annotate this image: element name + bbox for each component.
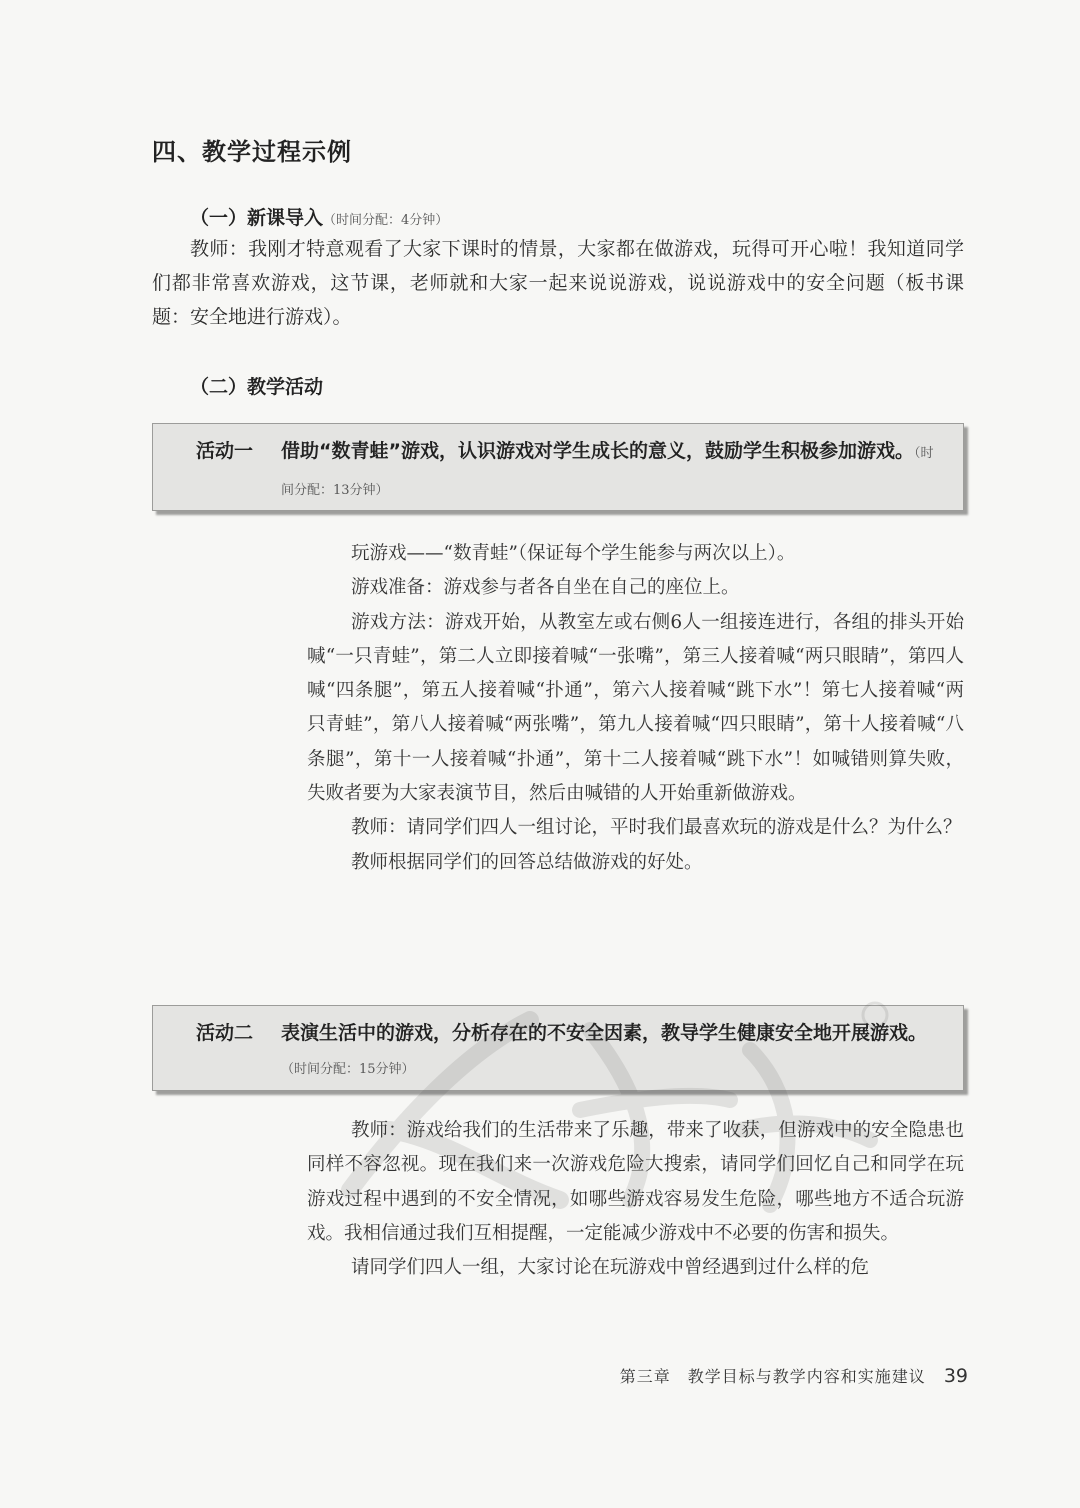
activity1-time-note: （时间分配：13分钟） [281, 446, 934, 498]
part1-body: 教师：我刚才特意观看了大家下课时的情景，大家都在做游戏，玩得可开心啦！我知道同学们都非常喜欢游戏，这节课，老师就和大家一起来说说游戏，说说游戏中的安全问题（板书课题：安全地进行游戏）。 [152, 238, 964, 328]
part1-heading-text: （一）新课导入 [190, 207, 324, 229]
activity1-paragraph: 游戏方法：游戏开始，从教室左或右侧6人一组接连进行，各组的排头开始喊“一只青蛙”，第二人立即接着喊“一张嘴”，第三人接着喊“两只眼睛”，第四人喊“四条腿”，第五人接着喊“扑通”，第六人接着喊“跳下水”！第七人接着喊“两只青蛙”，第八人接着喊“两张嘴”，第九人接着喊“四只眼睛”，第十人接着喊“八条腿”，第十一人接着喊“扑通”，第十二人接着喊“跳下水”！如喊错则算失败，失败者要为大家表演节目，然后由喊错的人开始重新做游戏。 [307, 611, 964, 805]
activity2-box [152, 1005, 964, 1091]
activity2-paragraph: 教师：游戏给我们的生活带来了乐趣，带来了收获，但游戏中的安全隐患也同样不容忽视。现在我们来一次游戏危险大搜索，请同学们回忆自己和同学在玩游戏过程中遇到的不安全情况，如哪些游戏容易发生危险，哪些地方不适合玩游戏。我相信通过我们互相提醒，一定能减少游戏中不必要的伤害和损失。 [307, 1120, 964, 1244]
activity1-paragraph: 游戏准备：游戏参与者各自坐在自己的座位上。 [351, 577, 740, 599]
activity2-title [281, 1016, 945, 1087]
activity2-paragraph: 请同学们四人一组，大家讨论在玩游戏中曾经遇到过什么样的危 [351, 1257, 870, 1279]
activity1-paragraph: 玩游戏——“数青蛙”（保证每个学生能参与两次以上）。 [351, 543, 796, 564]
activity2-content [307, 1114, 964, 1285]
activity1-title [281, 434, 945, 508]
footer-chapter: 第三章 教学目标与教学内容和实施建议 [619, 1367, 926, 1386]
part2-heading: （二）教学活动 [190, 376, 324, 398]
page-number: 39 [943, 1365, 968, 1387]
part1-heading [190, 203, 448, 230]
activity1-box [152, 423, 964, 511]
activity1-label: 活动一 [196, 440, 254, 462]
activity1-paragraph: 教师：请同学们四人一组讨论，平时我们最喜欢玩的游戏是什么？为什么？ [351, 817, 962, 839]
activity2-label: 活动二 [196, 1022, 254, 1044]
activity1-paragraph: 教师根据同学们的回答总结做游戏的好处。 [351, 851, 703, 873]
section-title: 四、教学过程示例 [152, 138, 352, 166]
activity1-content [307, 537, 964, 880]
activity2-title-text: 表演生活中的游戏，分析存在的不安全因素，教导学生健康安全地开展游戏。 [281, 1022, 928, 1044]
activity2-time-note: （时间分配：15分钟） [281, 1062, 415, 1077]
part1-time-note: （时间分配：4分钟） [323, 213, 449, 228]
activity1-title-text: 借助“数青蛙”游戏，认识游戏对学生成长的意义，鼓励学生积极参加游戏。 [281, 440, 914, 462]
page-footer [620, 1364, 968, 1387]
